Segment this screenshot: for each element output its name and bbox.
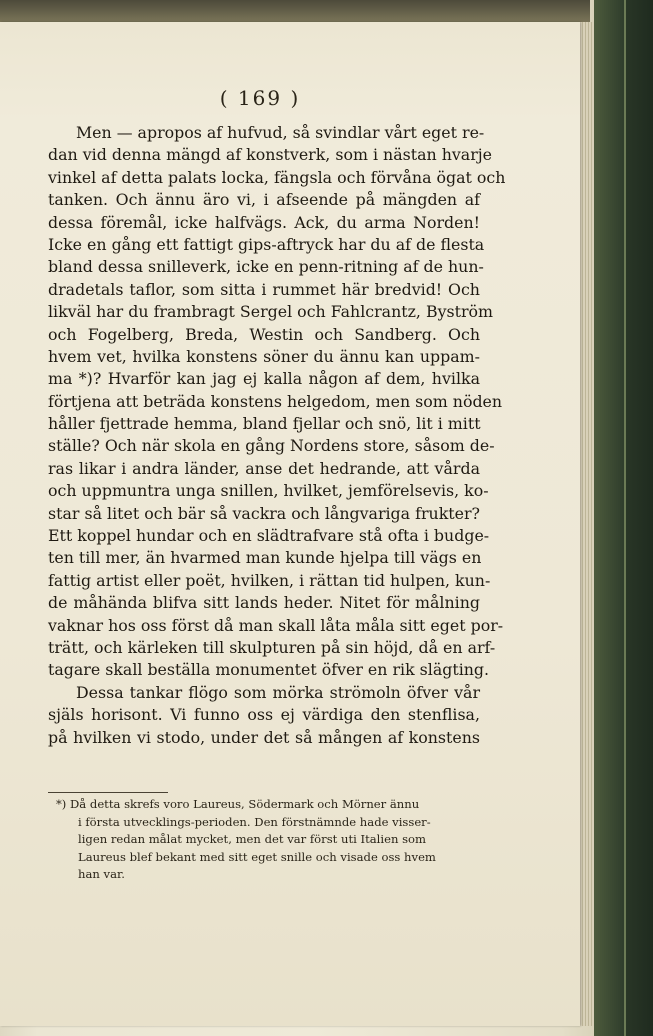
text-line: hvem vet, hvilka konstens söner du ännu kan uppam-	[48, 346, 480, 366]
text-line: och Fogelberg, Breda, Westin och Sandberg. Och	[48, 324, 480, 344]
footnote-line: *) Då detta skrefs voro Laureus, Södermark och Mörner ännu	[56, 797, 420, 811]
text-line: och uppmuntra unga snillen, hvilket, jemförelsevis, ko-	[48, 481, 489, 501]
text-line: tagare skall beställa monumentet öfver en rik slägting.	[48, 660, 490, 680]
text-line: tanken. Och ännu äro vi, i afseende på mängden af	[48, 190, 480, 210]
page-stack-edges	[580, 22, 594, 1026]
top-page-edge	[0, 0, 590, 22]
text-line: Icke en gång ett fattigt gips-aftryck har du af de flesta	[48, 234, 485, 254]
text-line: bland dessa snilleverk, icke en penn-ritning af de hun-	[48, 257, 484, 277]
footnote-divider	[48, 792, 168, 793]
text-line: trätt, och kärleken till skulpturen på sin höjd, då en arf-	[48, 637, 496, 657]
text-line: Ett koppel hundar och en slädtrafvare stå ofta i budge-	[48, 526, 490, 546]
text-line: likväl har du frambragt Sergel och Fahlcrantz, Byström	[48, 302, 493, 322]
page-number: ( 169 )	[219, 86, 301, 110]
text-line: ma *)? Hvarför kan jag ej kalla någon af dem, hvilka	[48, 369, 480, 389]
text-line: dan vid denna mängd af konstverk, som i nästan hvarje	[48, 145, 493, 165]
text-line: ten till mer, än hvarmed man kunde hjelpa till vägs en	[48, 548, 482, 568]
text-line: star så litet och bär så vackra och långvariga frukter?	[48, 503, 480, 523]
text-line: ställe? Och när skola en gång Nordens store, såsom de-	[48, 436, 495, 456]
text-line: de måhända blifva sitt lands heder. Nitet för målning	[48, 593, 480, 613]
text-line: Men — apropos af hufvud, så svindlar vårt eget re-	[76, 123, 485, 142]
footnote-line: han var.	[78, 867, 125, 882]
book-cover-edge	[594, 0, 624, 1036]
text-line: dessa föremål, icke halfvägs. Ack, du arma Norden!	[48, 212, 480, 232]
text-line: själs horisont. Vi funno oss ej värdiga den stenflisa,	[48, 705, 480, 725]
footnote-line: Laureus blef bekant med sitt eget snille och visade oss hvem	[78, 849, 436, 864]
text-line: förtjena att beträda konstens helgedom, men som nöden	[48, 391, 503, 411]
text-line: vinkel af detta palats locka, fängsla och förvåna ögat och	[48, 167, 506, 187]
text-line: dradetals taflor, som sitta i rummet här bredvid! Och	[48, 279, 480, 299]
text-line: på hvilken vi stodo, under det så mången af konstens	[48, 727, 480, 747]
footnote-line: i första utvecklings-perioden. Den förstnämnde hade visser-	[78, 814, 431, 829]
text-line: Dessa tankar flögo som mörka strömoln öfver vår	[76, 682, 480, 702]
body-text	[48, 122, 506, 749]
text-line: ras likar i andra länder, anse det hedrande, att vårda	[48, 458, 480, 478]
text-line: fattig artist eller poët, hvilken, i rättan tid hulpen, kun-	[48, 570, 491, 590]
text-line: vaknar hos oss först då man skall låta måla sitt eget por-	[48, 615, 504, 635]
footnote-line: ligen redan målat mycket, men det var först uti Italien som	[78, 832, 427, 847]
footnote	[56, 796, 472, 884]
text-line: håller fjettrade hemma, bland fjellar och snö, lit i mitt	[48, 414, 481, 434]
